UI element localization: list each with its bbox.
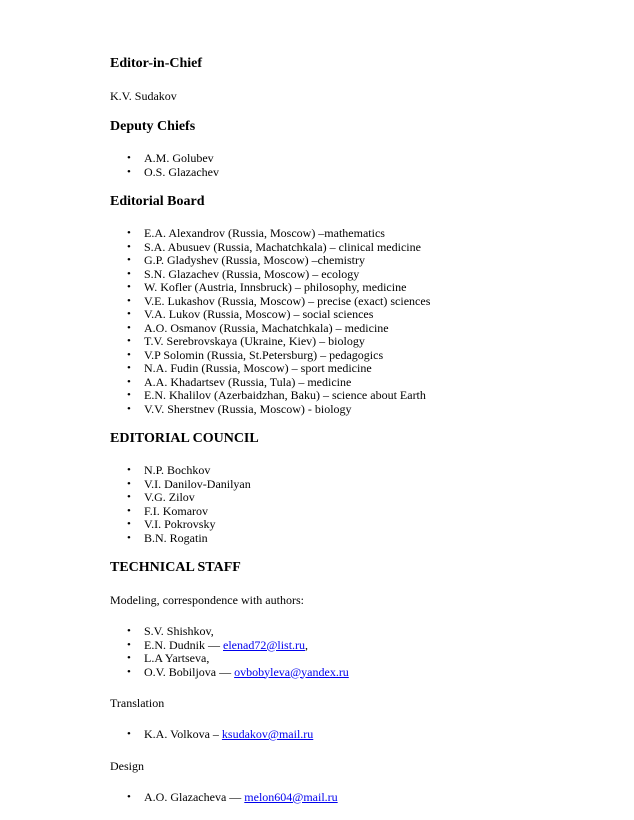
bullet-icon: •	[127, 518, 131, 530]
bullet-icon: •	[127, 348, 131, 361]
list-item: • V.P Solomin (Russia, St.Petersburg) – pedagogics	[127, 347, 384, 362]
email-link-volkova[interactable]: ksudakov@mail.ru	[221, 727, 314, 741]
modeling-label: Modeling, correspondence with authors:	[110, 593, 304, 607]
list-item: • T.V. Serebrovskaya (Ukraine, Kiev) – biology	[127, 334, 365, 348]
list-item: • V.V. Sherstnev (Russia, Moscow) - biology	[127, 401, 352, 416]
bullet-icon: •	[127, 402, 131, 415]
bullet-icon: •	[127, 477, 131, 490]
translation-label: Translation	[110, 696, 165, 710]
bullet-icon: •	[127, 240, 131, 253]
list-item: • E.A. Alexandrov (Russia, Moscow) –mathematics	[127, 226, 385, 240]
modeling-list	[110, 625, 610, 679]
editor-in-chief-name: K.V. Sudakov	[110, 89, 177, 103]
bullet-icon: •	[127, 638, 131, 651]
editorial-board-list	[110, 227, 610, 416]
email-link-dudnik[interactable]: elenad72@list.ru	[223, 637, 306, 652]
bullet-icon: •	[127, 362, 131, 374]
editor-in-chief-heading: Editor-in-Chief	[110, 56, 203, 71]
bullet-icon: •	[127, 294, 131, 307]
list-item: • S.A. Abusuev (Russia, Machatchkala) – clinical medicine	[127, 239, 421, 254]
translation-list	[110, 728, 610, 742]
bullet-icon: •	[127, 389, 131, 401]
editorial-council-heading: EDITORIAL COUNCIL	[110, 431, 259, 446]
list-item: • E.N. Khalilov (Azerbaidzhan, Baku) – science about Earth	[127, 388, 426, 402]
bullet-icon: •	[127, 227, 131, 239]
design-label: Design	[110, 758, 144, 773]
list-item: • A.A. Khadartsev (Russia, Tula) – medicine	[127, 374, 352, 389]
bullet-icon: •	[127, 491, 131, 503]
list-item: • G.P. Gladyshev (Russia, Moscow) –chemistry	[127, 253, 365, 267]
bullet-icon: •	[127, 504, 131, 517]
bullet-icon: •	[127, 254, 131, 266]
bullet-icon: •	[127, 652, 131, 664]
bullet-icon: •	[127, 335, 131, 347]
bullet-icon: •	[127, 790, 131, 803]
bullet-icon: •	[127, 152, 131, 164]
email-link-glazacheva[interactable]: melon604@mail.ru	[244, 789, 338, 804]
deputy-chiefs-list	[110, 152, 610, 179]
list-item: • B.N. Rogatin	[127, 530, 208, 545]
editorial-council-list	[110, 464, 610, 545]
list-item: • O.V. Bobiljova — ovbobyleva@yandex.ru	[127, 664, 349, 679]
list-item: • W. Kofler (Austria, Innsbruck) – philosophy, medicine	[127, 280, 407, 294]
list-item: • L.A Yartseva,	[127, 651, 210, 665]
bullet-icon: •	[127, 321, 131, 334]
bullet-icon: •	[127, 625, 131, 637]
bullet-icon: •	[127, 728, 131, 740]
list-item: • N.P. Bochkov	[127, 463, 211, 477]
bullet-icon: •	[127, 531, 131, 544]
list-item: • V.I. Danilov-Danilyan	[127, 476, 251, 491]
list-item: • A.O. Osmanov (Russia, Machatchkala) – medicine	[127, 320, 389, 335]
list-item: • K.A. Volkova – ksudakov@mail.ru	[127, 727, 314, 741]
technical-staff-heading: TECHNICAL STAFF	[110, 560, 241, 575]
list-item: • A.O. Glazacheva — melon604@mail.ru	[127, 789, 338, 804]
bullet-icon: •	[127, 165, 131, 178]
list-item: • A.M. Golubev	[127, 151, 214, 165]
bullet-icon: •	[127, 281, 131, 293]
editorial-board-heading: Editorial Board	[110, 194, 205, 209]
list-item: • E.N. Dudnik — elenad72@list.ru,	[127, 637, 309, 652]
list-item: • V.I. Pokrovsky	[127, 517, 216, 531]
list-item: • F.I. Komarov	[127, 503, 209, 518]
bullet-icon: •	[127, 267, 131, 280]
bullet-icon: •	[127, 464, 131, 476]
list-item: • O.S. Glazachev	[127, 164, 219, 179]
design-list	[110, 791, 610, 805]
deputy-chiefs-heading: Deputy Chiefs	[110, 119, 196, 134]
list-item: • V.E. Lukashov (Russia, Moscow) – precise (exact) sciences	[127, 293, 431, 308]
bullet-icon: •	[127, 375, 131, 388]
list-item: • N.A. Fudin (Russia, Moscow) – sport medicine	[127, 361, 372, 375]
email-link-bobiljova[interactable]: ovbobyleva@yandex.ru	[234, 664, 349, 679]
bullet-icon: •	[127, 308, 131, 320]
list-item: • S.N. Glazachev (Russia, Moscow) – ecology	[127, 266, 360, 281]
list-item: • V.A. Lukov (Russia, Moscow) – social sciences	[127, 307, 374, 321]
list-item: • V.G. Zilov	[127, 490, 195, 504]
list-item: • S.V. Shishkov,	[127, 624, 214, 638]
masthead-page	[110, 56, 610, 818]
bullet-icon: •	[127, 665, 131, 678]
